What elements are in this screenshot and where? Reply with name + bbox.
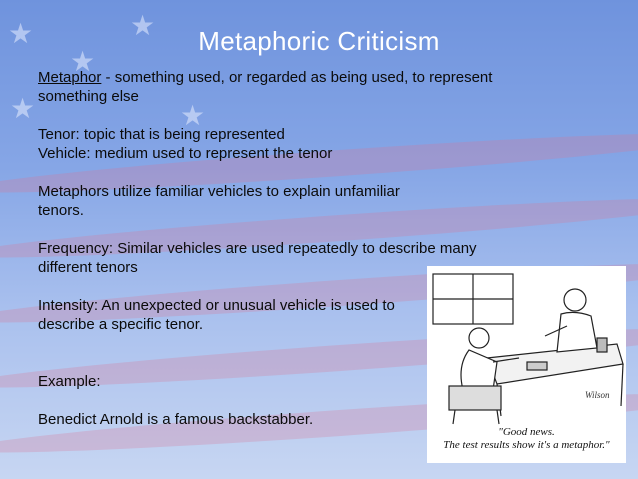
star-icon: ★ [180,100,206,131]
definition-text: - something used, or regarded as being used, to represent something else [38,69,493,105]
cartoon-drawing [427,266,626,426]
cartoon-caption [427,426,626,452]
cartoon-signature: Wilson [585,390,610,400]
intensity-line: Intensity: An unexpected or unusual vehicle is used to describe a specific tenor. [38,297,395,333]
star-icon: ★ [70,46,96,77]
example-text: Benedict Arnold is a famous backstabber. [38,411,314,428]
star-icon: ★ [130,10,156,41]
slide-title: Metaphoric Criticism [198,26,440,56]
familiar-vehicles-line: Metaphors utilize familiar vehicles to explain unfamiliar tenors. [38,183,400,219]
doctor-cartoon [427,266,626,463]
definition-paragraph [38,68,538,106]
caption-line-1: "Good news. [498,426,555,438]
star-icon: ★ [8,18,34,49]
example-label: Example: [38,373,101,390]
definition-term: Metaphor [38,69,102,86]
vehicle-line: Vehicle: medium used to represent the tenor [38,145,333,162]
star-icon: ★ [10,93,36,124]
tenor-line: Tenor: topic that is being represented [38,126,285,143]
frequency-line: Frequency: Similar vehicles are used repeatedly to describe many different tenors [38,240,477,276]
caption-line-2: The test results show it's a metaphor." [443,439,610,451]
